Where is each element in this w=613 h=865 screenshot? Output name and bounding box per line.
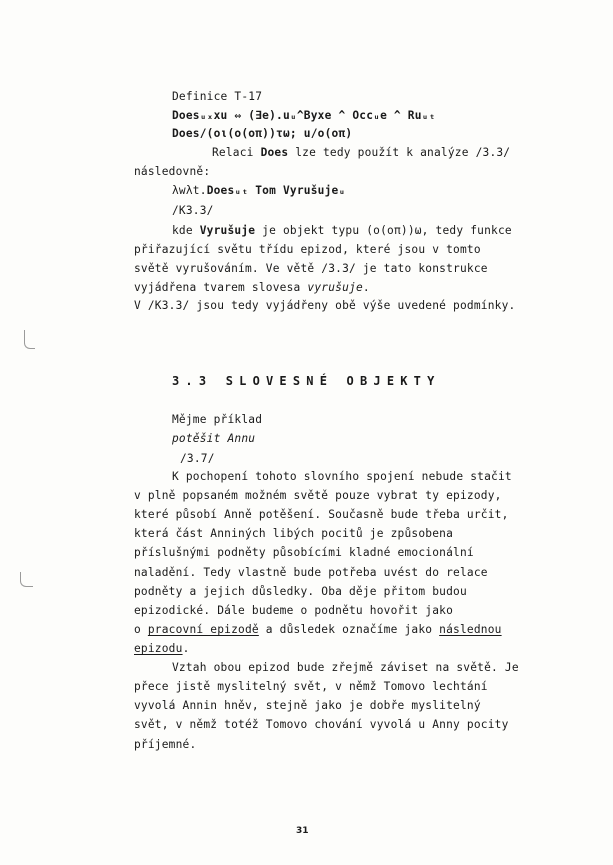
paragraph-4-line-5: příjemné. [134, 738, 197, 751]
text-run: lze tedy použít k analýze /3.3/ [288, 146, 511, 159]
paragraph-3-line-3: které působí Anně potěšení. Současně bude třeba určit, [134, 508, 509, 521]
paragraph-4-line-3: vyvolá Annin hněv, stejně jako je dobře myslitelný [134, 699, 481, 712]
definition-formula-2: Does/(oι(o(oπ))τω; u/o(oπ) [172, 127, 353, 140]
paragraph-3-line-1: K pochopení tohoto slovního spojení nebude stačit [172, 470, 512, 483]
scan-mark [20, 572, 33, 587]
paragraph-4-line-1: Vztah obou epizod bude zřejmě záviset na světě. Je [172, 661, 519, 674]
definition-formula-1: Doesᵤₓxu ⇔ (∃e).uᵤ^Byxe ^ Occᵤe ^ Ruᵤₜ [172, 109, 436, 122]
bold-term: Vyrušuje [199, 224, 256, 237]
paragraph-4-line-2: přece jistě myslitelný svět, v němž Tomovo lechtání [134, 680, 488, 693]
paragraph-1-line-1 [212, 146, 510, 160]
text-run: je objekt typu (o(oπ))ω, tedy funkce [255, 224, 512, 237]
paragraph-3-line-8: epizodické. Dále budeme o podnětu hovořit jako [134, 604, 454, 617]
text-run: λwλt. [172, 184, 207, 197]
underlined-term: následnou [439, 623, 502, 636]
paragraph-4-line-4: svět, v němž totéž Tomovo chování vyvolá u Anny pocity [134, 718, 509, 731]
scan-mark [24, 330, 35, 349]
bold-term: Tom Vyrušujeᵤ [255, 184, 346, 197]
text-run: vyjádřena tvarem slovesa [134, 281, 308, 294]
text-run: o [134, 623, 148, 636]
text-run: . [362, 281, 370, 294]
text-run: Relaci [212, 146, 261, 159]
paragraph-3-line-4: která část Anniných libých pocitů je způsobena [134, 527, 454, 540]
underlined-term: epizodu [134, 642, 183, 655]
text-run: kde [172, 224, 200, 237]
paragraph-2-line-5: V /K3.3/ jsou tedy vyjádřeny obě výše uvedené podmínky. [134, 299, 516, 312]
text-run: . [182, 642, 190, 655]
lambda-expression [172, 184, 345, 198]
paragraph-3-line-10 [134, 642, 190, 656]
paragraph-1-line-2: následovně: [134, 165, 211, 178]
page-number: 31 [296, 826, 309, 836]
paragraph-3-line-7: podněty a jejich důsledky. Oba děje přitom budou [134, 585, 467, 598]
example-intro: Mějme příklad [172, 413, 263, 426]
italic-term: vyrušuje [307, 281, 363, 294]
example-phrase: potěšit Annu [172, 432, 256, 445]
paragraph-3-line-9 [134, 623, 502, 637]
paragraph-3-line-2: v plně popsaném možném světě pouze vybrat ty epizody, [134, 489, 502, 502]
expression-label: /K3.3/ [172, 204, 214, 217]
underlined-term: pracovní epizodě [147, 623, 259, 636]
text-run: a důsledek označíme jako [258, 623, 440, 636]
paragraph-3-line-6: naladění. Tedy vlastně bude potřeba uvést do relace [134, 566, 488, 579]
paragraph-2-line-1 [172, 224, 512, 238]
section-heading [172, 374, 441, 388]
paragraph-3-line-5: příslušnými podněty působícími kladné emocionální [134, 546, 474, 559]
section-title: SLOVESNÉ OBJEKTY [225, 374, 441, 388]
bold-term: Doesᵤₜ [206, 184, 249, 197]
section-number: 3.3 [172, 374, 213, 388]
definition-title: Definice T-17 [172, 90, 263, 103]
example-label: /3.7/ [180, 452, 215, 465]
paragraph-2-line-3: světě vyrušováním. Ve větě /3.3/ je tato konstrukce [134, 262, 488, 275]
paragraph-2-line-4 [134, 281, 370, 295]
bold-term: Does [260, 146, 289, 159]
paragraph-2-line-2: přiřazující světu třídu epizod, které jsou v tomto [134, 243, 481, 256]
